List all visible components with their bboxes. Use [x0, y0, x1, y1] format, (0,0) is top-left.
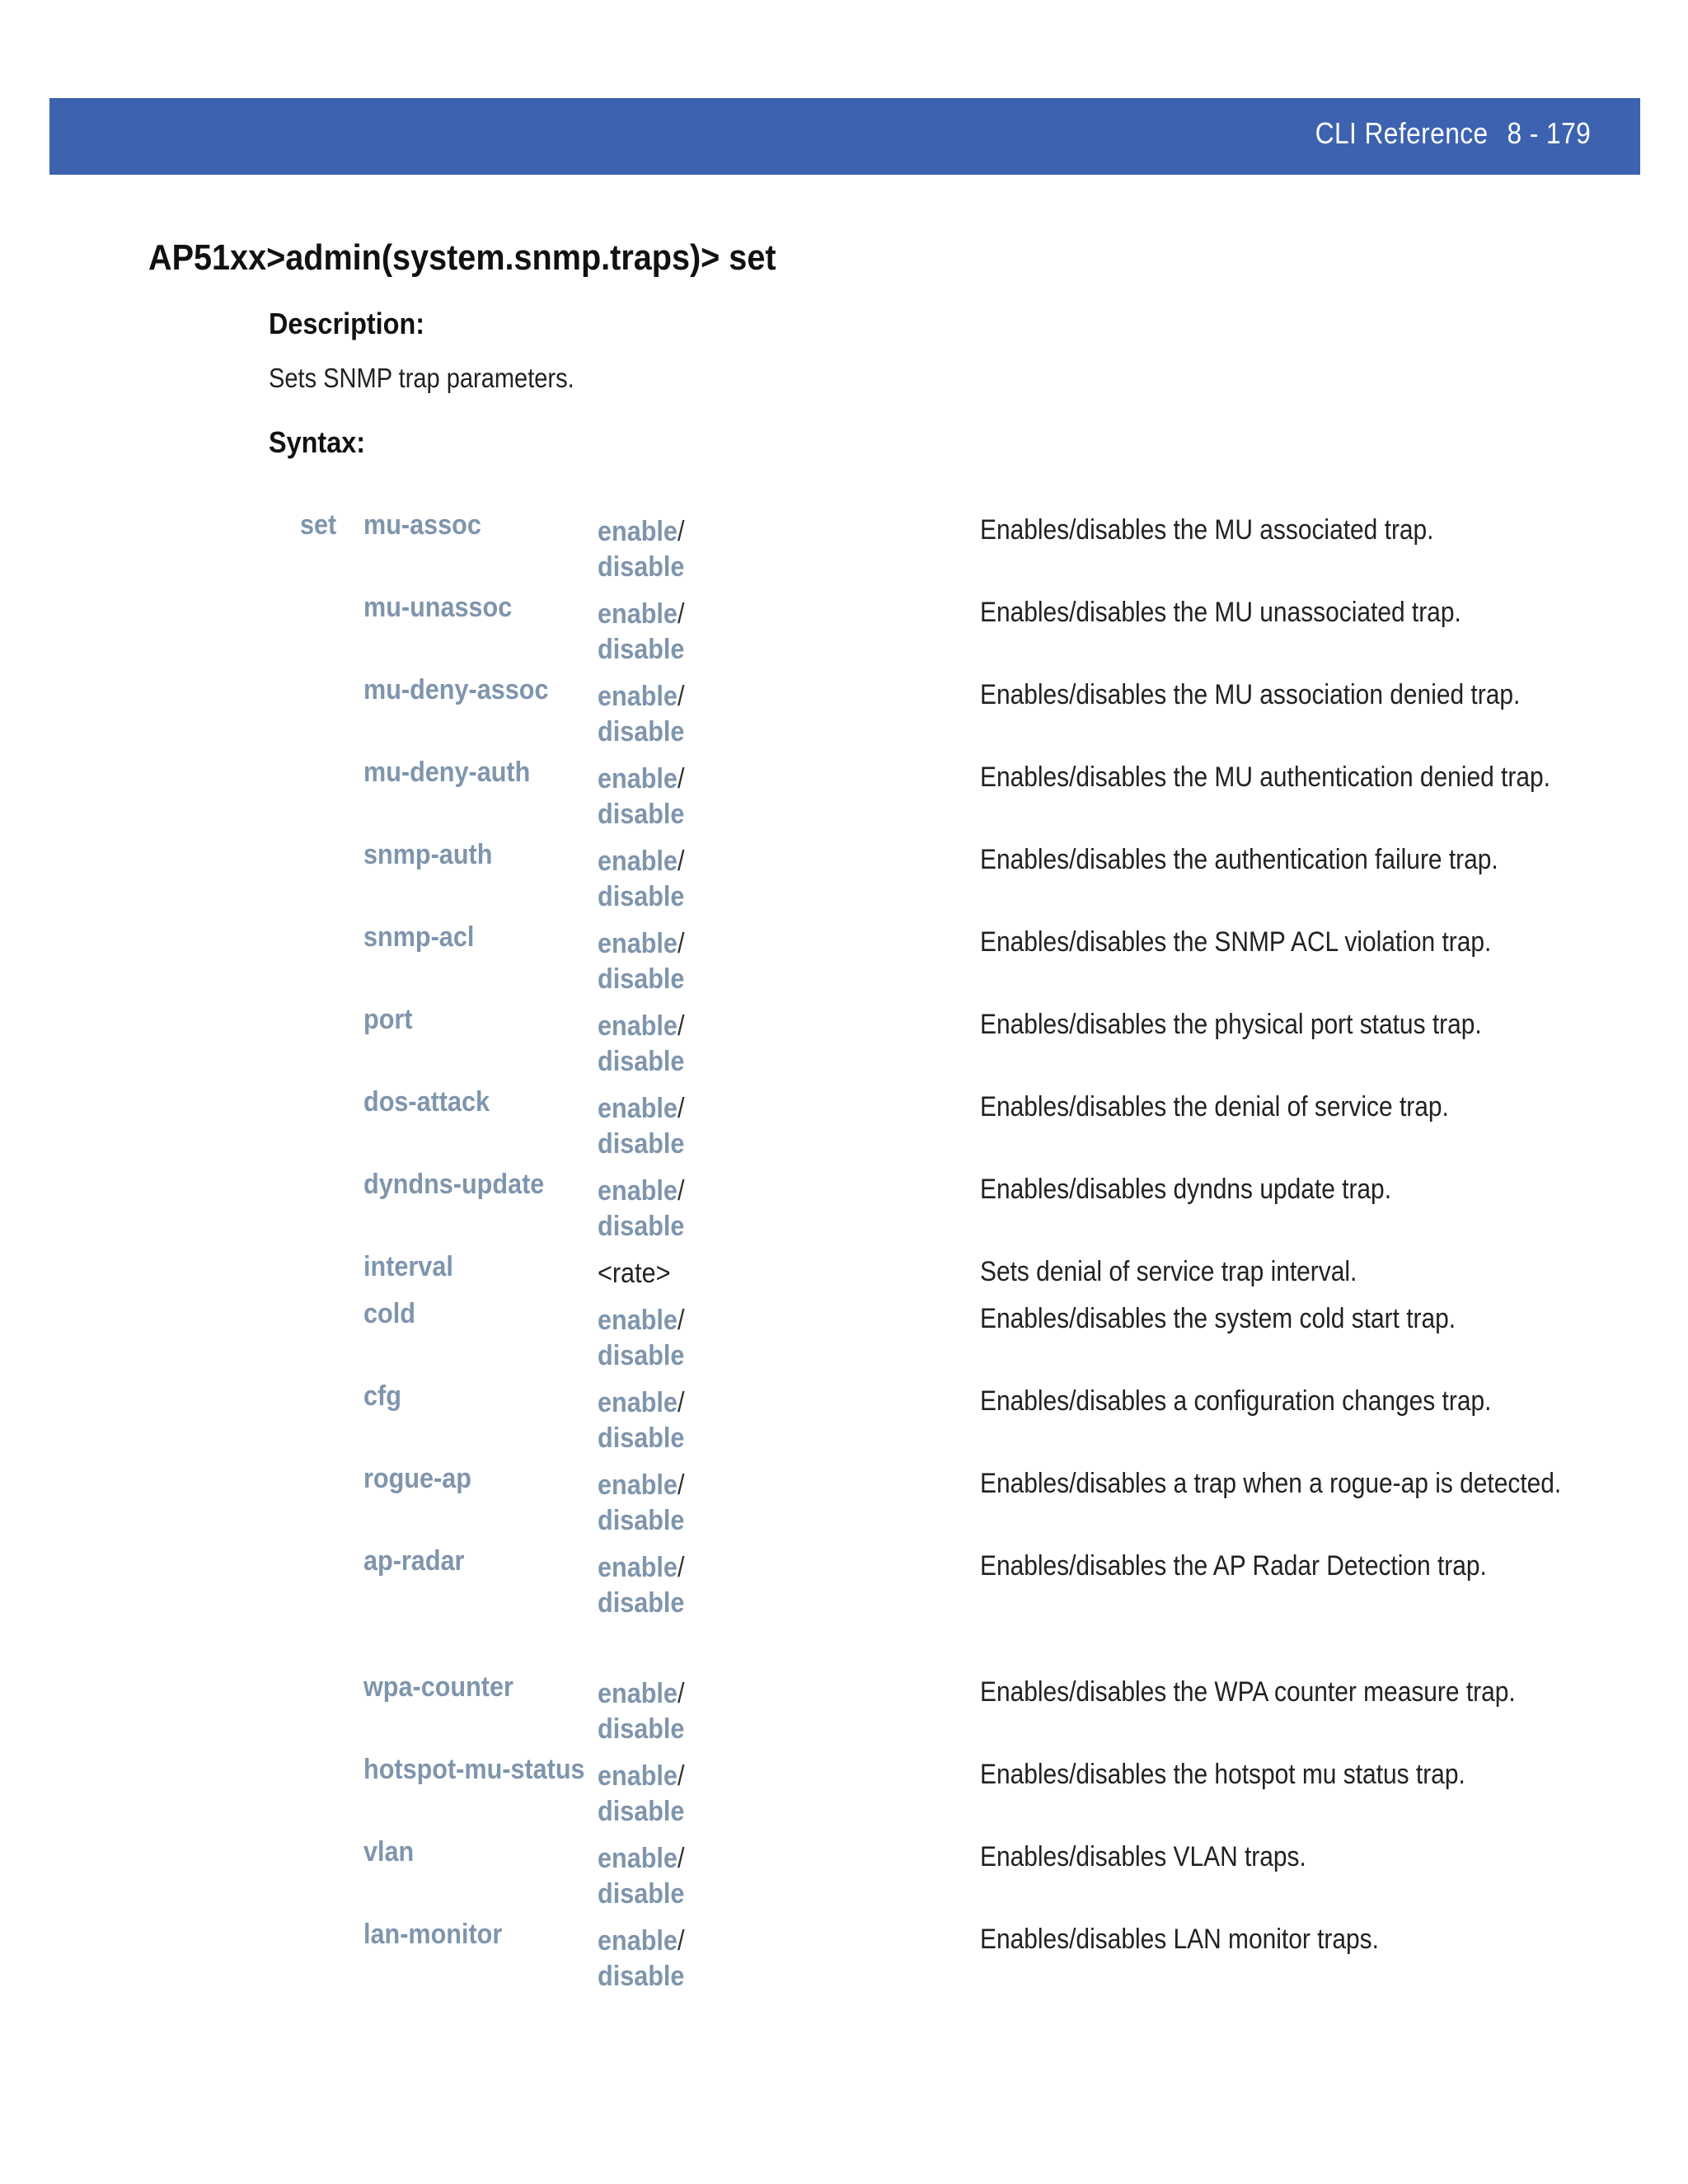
value-separator: / — [677, 1843, 685, 1874]
syntax-row — [0, 674, 1688, 748]
value-separator: / — [677, 1305, 685, 1336]
value-separator: / — [677, 1760, 685, 1792]
value-separator: / — [677, 1678, 685, 1709]
param-name: mu-unassoc — [363, 592, 513, 623]
value-enable: enable — [598, 1387, 678, 1418]
param-value — [598, 1759, 684, 1830]
param-name: rogue-ap — [363, 1463, 471, 1494]
param-value — [598, 679, 684, 750]
value-disable: disable — [598, 1128, 685, 1160]
param-value — [598, 1174, 684, 1244]
description-heading: Description: — [269, 307, 425, 340]
value-enable: enable — [598, 1175, 678, 1207]
syntax-row — [0, 1919, 1688, 1993]
syntax-row — [0, 592, 1688, 666]
param-name: lan-monitor — [363, 1919, 503, 1950]
value-enable: enable — [598, 516, 678, 547]
syntax-row — [0, 1169, 1688, 1243]
syntax-row — [0, 1298, 1688, 1372]
value-separator: / — [677, 928, 685, 959]
value-placeholder: <rate> — [598, 1258, 671, 1289]
param-description: Enables/disables the authentication failure trap. — [980, 844, 1498, 875]
param-value — [598, 844, 684, 915]
value-separator: / — [677, 1925, 685, 1957]
param-name: vlan — [363, 1836, 415, 1868]
syntax-row — [0, 1004, 1688, 1078]
value-separator: / — [677, 1175, 685, 1207]
value-separator: / — [677, 1010, 685, 1042]
param-value — [598, 926, 684, 997]
param-description: Enables/disables VLAN traps. — [980, 1841, 1306, 1872]
param-description: Enables/disables a trap when a rogue-ap is detected. — [980, 1468, 1562, 1499]
param-value — [598, 1924, 684, 1994]
param-description: Enables/disables the SNMP ACL violation trap. — [980, 926, 1492, 958]
value-disable: disable — [598, 1422, 685, 1454]
param-name: mu-assoc — [363, 509, 481, 541]
value-enable: enable — [598, 1010, 678, 1042]
value-disable: disable — [598, 716, 685, 748]
param-value — [598, 1550, 684, 1621]
value-enable: enable — [598, 681, 678, 712]
param-name: dyndns-update — [363, 1169, 545, 1200]
value-separator: / — [677, 1552, 685, 1583]
value-disable: disable — [598, 881, 685, 912]
param-value — [598, 1256, 670, 1291]
param-description: Enables/disables the system cold start trap. — [980, 1303, 1456, 1334]
command-keyword: set — [300, 509, 337, 541]
value-disable: disable — [598, 1796, 685, 1827]
syntax-row — [0, 1671, 1688, 1746]
value-disable: disable — [598, 551, 685, 583]
value-enable: enable — [598, 846, 678, 877]
value-enable: enable — [598, 1093, 678, 1124]
value-enable: enable — [598, 1760, 678, 1792]
param-description: Enables/disables LAN monitor traps. — [980, 1924, 1379, 1955]
value-disable: disable — [598, 799, 685, 830]
param-name: hotspot-mu-status — [363, 1754, 585, 1785]
syntax-row — [0, 1086, 1688, 1160]
param-description: Enables/disables the MU associated trap. — [980, 514, 1434, 546]
value-enable: enable — [598, 1678, 678, 1709]
syntax-row — [0, 1545, 1688, 1619]
value-separator: / — [677, 516, 685, 547]
value-separator: / — [677, 846, 685, 877]
value-disable: disable — [598, 1046, 685, 1077]
param-name: cfg — [363, 1380, 401, 1412]
header-page-number: 8 - 179 — [1507, 116, 1591, 150]
syntax-row — [0, 757, 1688, 831]
syntax-row — [0, 1380, 1688, 1455]
param-description: Enables/disables the physical port status trap. — [980, 1009, 1482, 1040]
value-disable: disable — [598, 1713, 685, 1745]
syntax-row — [0, 509, 1688, 583]
param-description: Enables/disables the WPA counter measure trap. — [980, 1676, 1516, 1708]
param-value — [598, 1468, 684, 1539]
value-disable: disable — [598, 1211, 685, 1242]
syntax-heading: Syntax: — [269, 425, 366, 459]
param-name: wpa-counter — [363, 1671, 513, 1703]
param-value — [598, 1385, 684, 1456]
param-name: dos-attack — [363, 1086, 490, 1118]
param-description: Enables/disables the denial of service trap. — [980, 1091, 1449, 1122]
value-separator: / — [677, 598, 685, 630]
param-name: ap-radar — [363, 1545, 465, 1577]
param-description: Enables/disables the hotspot mu status trap. — [980, 1759, 1465, 1790]
param-name: port — [363, 1004, 413, 1035]
param-value — [598, 1009, 684, 1080]
value-disable: disable — [598, 963, 685, 995]
param-description: Enables/disables the MU association denied trap. — [980, 679, 1521, 710]
value-disable: disable — [598, 634, 685, 665]
param-description: Enables/disables the AP Radar Detection trap. — [980, 1550, 1487, 1582]
syntax-row — [0, 1463, 1688, 1537]
value-enable: enable — [598, 1925, 678, 1957]
param-description: Sets denial of service trap interval. — [980, 1256, 1357, 1287]
param-name: snmp-auth — [363, 839, 493, 870]
value-separator: / — [677, 1387, 685, 1418]
param-value — [598, 514, 684, 585]
param-name: snmp-acl — [363, 921, 475, 953]
param-value — [598, 1676, 684, 1747]
value-disable: disable — [598, 1340, 685, 1371]
param-description: Enables/disables dyndns update trap. — [980, 1174, 1392, 1205]
page-title: AP51xx>admin(system.snmp.traps)> set — [148, 237, 776, 278]
value-enable: enable — [598, 598, 678, 630]
value-enable: enable — [598, 763, 678, 794]
value-separator: / — [677, 681, 685, 712]
param-name: cold — [363, 1298, 415, 1329]
param-name: mu-deny-auth — [363, 757, 531, 788]
value-separator: / — [677, 763, 685, 794]
value-enable: enable — [598, 928, 678, 959]
param-name: mu-deny-assoc — [363, 674, 549, 705]
param-value — [598, 762, 684, 832]
value-enable: enable — [598, 1305, 678, 1336]
syntax-row — [0, 1836, 1688, 1910]
value-disable: disable — [598, 1961, 685, 1992]
value-enable: enable — [598, 1552, 678, 1583]
header-section-title: CLI Reference — [1315, 116, 1489, 150]
param-value — [598, 597, 684, 668]
param-value — [598, 1091, 684, 1162]
syntax-row — [0, 1754, 1688, 1828]
value-disable: disable — [598, 1878, 685, 1910]
value-enable: enable — [598, 1469, 678, 1501]
syntax-row — [0, 839, 1688, 913]
description-text: Sets SNMP trap parameters. — [269, 363, 574, 393]
value-separator: / — [677, 1093, 685, 1124]
value-enable: enable — [598, 1843, 678, 1874]
value-separator: / — [677, 1469, 685, 1501]
value-disable: disable — [598, 1505, 685, 1536]
param-value — [598, 1303, 684, 1374]
value-disable: disable — [598, 1587, 685, 1619]
param-name: interval — [363, 1251, 453, 1282]
param-description: Enables/disables the MU unassociated trap. — [980, 597, 1461, 628]
param-description: Enables/disables the MU authentication denied trap. — [980, 762, 1550, 793]
param-value — [598, 1841, 684, 1912]
syntax-row — [0, 921, 1688, 996]
param-description: Enables/disables a configuration changes trap. — [980, 1385, 1492, 1417]
